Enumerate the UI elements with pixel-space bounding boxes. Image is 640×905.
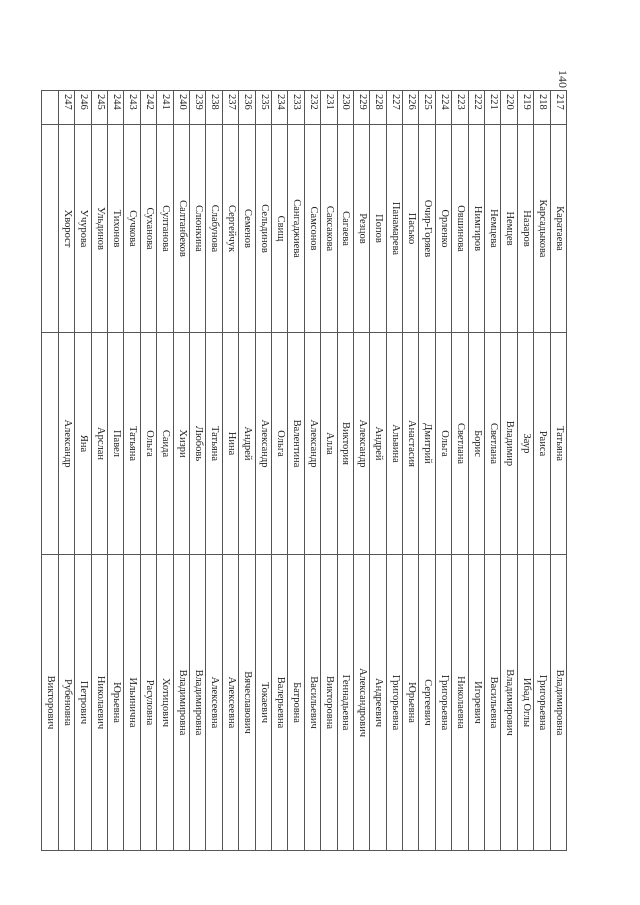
first-name-cell: Александр — [58, 333, 74, 555]
row-number-cell: 226 — [403, 91, 419, 125]
table-row — [190, 91, 206, 851]
row-number-cell: 236 — [239, 91, 255, 125]
row-number-cell: 227 — [386, 91, 402, 125]
last-name-cell: Резцов — [353, 125, 369, 333]
patronymic-cell: Владимировна — [173, 555, 189, 851]
row-number-cell: 240 — [173, 91, 189, 125]
first-name-cell: Арслан — [91, 333, 107, 555]
patronymic-cell: Алексеевна — [206, 555, 222, 851]
last-name-cell: Очир-Горяев — [419, 125, 435, 333]
patronymic-cell: Петрович — [75, 555, 91, 851]
last-name-cell: Саксакова — [321, 125, 337, 333]
last-name-cell: Слюнкина — [190, 125, 206, 333]
first-name-cell: Александр — [255, 333, 271, 555]
patronymic-cell: Ибад Оглы — [517, 555, 533, 851]
row-number-cell: 229 — [353, 91, 369, 125]
last-name-cell: Орленко — [435, 125, 451, 333]
row-number-cell: 217 — [550, 91, 566, 125]
table-row — [403, 91, 419, 851]
first-name-cell: Раиса — [534, 333, 550, 555]
patronymic-cell: Андреевич — [370, 555, 386, 851]
table-row — [321, 91, 337, 851]
roster-table — [42, 90, 568, 851]
first-name-cell: Андрей — [370, 333, 386, 555]
patronymic-cell: Геннадьевна — [337, 555, 353, 851]
table-row — [370, 91, 386, 851]
last-name-cell: Карсадыкова — [534, 125, 550, 333]
table-row — [239, 91, 255, 851]
patronymic-cell: Сергеевич — [419, 555, 435, 851]
last-name-cell: Слабунова — [206, 125, 222, 333]
table-row — [42, 91, 58, 851]
table-row — [108, 91, 124, 851]
row-number-cell: 219 — [517, 91, 533, 125]
row-number-cell: 218 — [534, 91, 550, 125]
patronymic-cell: Владимирович — [501, 555, 517, 851]
row-number-cell: 231 — [321, 91, 337, 125]
patronymic-cell: Игоревич — [468, 555, 484, 851]
first-name-cell: Татьяна — [206, 333, 222, 555]
first-name-cell: Александр — [353, 333, 369, 555]
first-name-cell: Саида — [157, 333, 173, 555]
first-name-cell: Татьяна — [124, 333, 140, 555]
row-number-cell: 243 — [124, 91, 140, 125]
row-number-cell: 224 — [435, 91, 451, 125]
table-row — [173, 91, 189, 851]
patronymic-cell: Владимировна — [550, 555, 566, 851]
patronymic-cell: Васильевна — [485, 555, 501, 851]
row-number-cell: 241 — [157, 91, 173, 125]
row-number-cell: 230 — [337, 91, 353, 125]
last-name-cell: Панамарева — [386, 125, 402, 333]
patronymic-cell: Григорьевна — [386, 555, 402, 851]
last-name-cell: Ульдинов — [91, 125, 107, 333]
last-name-cell: Немцев — [501, 125, 517, 333]
table-row — [58, 91, 74, 851]
roster-table-body — [42, 91, 567, 851]
first-name-cell: Валентина — [288, 333, 304, 555]
last-name-cell: Нимгиров — [468, 125, 484, 333]
last-name-cell: Самсонов — [304, 125, 320, 333]
table-row — [353, 91, 369, 851]
patronymic-cell: Алексеевна — [222, 555, 238, 851]
last-name-cell — [42, 125, 58, 333]
patronymic-cell: Хотицович — [157, 555, 173, 851]
row-number-cell — [42, 91, 58, 125]
row-number-cell: 235 — [255, 91, 271, 125]
patronymic-cell: Васильевич — [304, 555, 320, 851]
last-name-cell: Назаров — [517, 125, 533, 333]
table-row — [419, 91, 435, 851]
last-name-cell: Сучкова — [124, 125, 140, 333]
table-row — [271, 91, 287, 851]
patronymic-cell: Рубеновна — [58, 555, 74, 851]
table-row — [337, 91, 353, 851]
patronymic-cell: Ильинична — [124, 555, 140, 851]
first-name-cell: Ольга — [140, 333, 156, 555]
first-name-cell: Алла — [321, 333, 337, 555]
row-number-cell: 220 — [501, 91, 517, 125]
row-number-cell: 222 — [468, 91, 484, 125]
row-number-cell: 245 — [91, 91, 107, 125]
first-name-cell: Павел — [108, 333, 124, 555]
rotated-table-wrapper — [45, 90, 567, 850]
row-number-cell: 246 — [75, 91, 91, 125]
first-name-cell: Дмитрий — [419, 333, 435, 555]
first-name-cell: Анастасия — [403, 333, 419, 555]
last-name-cell: Сангаджиева — [288, 125, 304, 333]
last-name-cell: Салтанбеков — [173, 125, 189, 333]
table-row — [206, 91, 222, 851]
row-number-cell: 242 — [140, 91, 156, 125]
last-name-cell: Султанова — [157, 125, 173, 333]
table-row — [140, 91, 156, 851]
patronymic-cell: Юрьевна — [108, 555, 124, 851]
row-number-cell: 234 — [271, 91, 287, 125]
last-name-cell: Сагаева — [337, 125, 353, 333]
table-row — [222, 91, 238, 851]
first-name-cell: Борис — [468, 333, 484, 555]
last-name-cell: Суханова — [140, 125, 156, 333]
page-number: 140 — [556, 70, 570, 88]
table-row — [124, 91, 140, 851]
row-number-cell: 247 — [58, 91, 74, 125]
patronymic-cell: Николаевич — [91, 555, 107, 851]
table-row — [288, 91, 304, 851]
table-row — [157, 91, 173, 851]
row-number-cell: 233 — [288, 91, 304, 125]
table-row — [485, 91, 501, 851]
first-name-cell — [42, 333, 58, 555]
table-row — [435, 91, 451, 851]
first-name-cell: Альвина — [386, 333, 402, 555]
table-row — [501, 91, 517, 851]
patronymic-cell: Валерьевна — [271, 555, 287, 851]
patronymic-cell: Токаевич — [255, 555, 271, 851]
table-row — [255, 91, 271, 851]
first-name-cell: Ольга — [271, 333, 287, 555]
table-row — [534, 91, 550, 851]
first-name-cell: Татьяна — [550, 333, 566, 555]
first-name-cell: Светлана — [452, 333, 468, 555]
table-row — [517, 91, 533, 851]
patronymic-cell: Григорьевна — [534, 555, 550, 851]
row-number-cell: 237 — [222, 91, 238, 125]
table-row — [386, 91, 402, 851]
patronymic-cell: Николаевна — [452, 555, 468, 851]
last-name-cell: Свищ — [271, 125, 287, 333]
row-number-cell: 239 — [190, 91, 206, 125]
row-number-cell: 223 — [452, 91, 468, 125]
last-name-cell: Немцева — [485, 125, 501, 333]
table-row — [468, 91, 484, 851]
last-name-cell: Хворост — [58, 125, 74, 333]
last-name-cell: Каратаева — [550, 125, 566, 333]
row-number-cell: 228 — [370, 91, 386, 125]
row-number-cell: 238 — [206, 91, 222, 125]
first-name-cell: Яна — [75, 333, 91, 555]
patronymic-cell: Александрович — [353, 555, 369, 851]
patronymic-cell: Вячеславович — [239, 555, 255, 851]
patronymic-cell: Владимировна — [190, 555, 206, 851]
first-name-cell: Ольга — [435, 333, 451, 555]
first-name-cell: Виктория — [337, 333, 353, 555]
first-name-cell: Андрей — [239, 333, 255, 555]
last-name-cell: Овшинова — [452, 125, 468, 333]
patronymic-cell: Батровна — [288, 555, 304, 851]
last-name-cell: Попов — [370, 125, 386, 333]
row-number-cell: 221 — [485, 91, 501, 125]
last-name-cell: Пасько — [403, 125, 419, 333]
table-row — [452, 91, 468, 851]
row-number-cell: 244 — [108, 91, 124, 125]
patronymic-cell: Расуловна — [140, 555, 156, 851]
first-name-cell: Любовь — [190, 333, 206, 555]
last-name-cell: Сельдинов — [255, 125, 271, 333]
patronymic-cell: Викторовна — [321, 555, 337, 851]
patronymic-cell: Григорьевна — [435, 555, 451, 851]
last-name-cell: Семенов — [239, 125, 255, 333]
row-number-cell: 225 — [419, 91, 435, 125]
last-name-cell: Учурова — [75, 125, 91, 333]
patronymic-cell: Викторович — [42, 555, 58, 851]
patronymic-cell: Юрьевна — [403, 555, 419, 851]
first-name-cell: Владимир — [501, 333, 517, 555]
row-number-cell: 232 — [304, 91, 320, 125]
last-name-cell: Сергейчук — [222, 125, 238, 333]
first-name-cell: Хизри — [173, 333, 189, 555]
last-name-cell: Тихонов — [108, 125, 124, 333]
table-row — [91, 91, 107, 851]
first-name-cell: Заур — [517, 333, 533, 555]
table-row — [75, 91, 91, 851]
table-row — [550, 91, 566, 851]
table-row — [304, 91, 320, 851]
first-name-cell: Светлана — [485, 333, 501, 555]
first-name-cell: Александр — [304, 333, 320, 555]
first-name-cell: Нина — [222, 333, 238, 555]
